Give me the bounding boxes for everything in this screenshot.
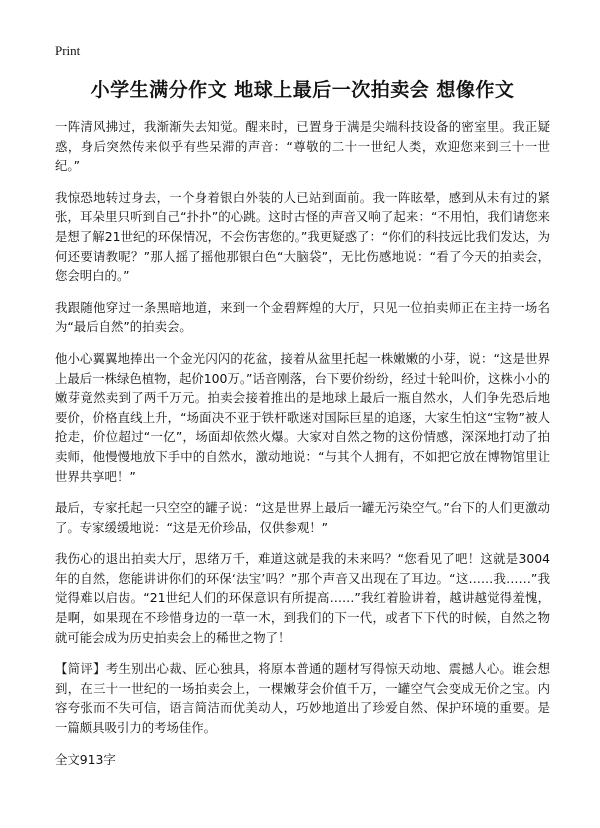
article-paragraph-1: 一阵清风拂过，我渐渐失去知觉。醒来时，已置身于满是尖端科技设备的密室里。我正疑惑，身后突然传来似乎有些呆滞的声音：“尊敬的二十一世纪人类，欢迎您来到三十一世纪。” (55, 119, 550, 174)
article-paragraph-5: 最后，专家托起一只空空的罐子说：“这是世界上最后一罐无污染空气。”台下的人们更激动了。专家缓缓地说：“这是无价珍品，仅供参观！” (55, 500, 550, 535)
article-paragraph-3: 我跟随他穿过一条黑暗地道，来到一个金碧辉煌的大厅，只见一位拍卖师正在主持一场名为“最后自然”的拍卖会。 (55, 299, 550, 335)
article-paragraph-2: 我惊恐地转过身去，一个身着银白外装的人已站到面前。我一阵眩晕，感到从未有过的紧张，耳朵里只听到自己“扑扑”的心跳。这时古怪的声音又响了起来：“不用怕，我们请您来是想了解21世纪的环保情况，不会伤害您的。”我更疑惑了：“你们的科技远比我们发达，为何还要请教呢？”那人摇了摇他那银白色“大脑袋”，无比伤感地说：“看了今天的拍卖会，您会明白的。” (55, 189, 550, 284)
article-paragraph-6: 我伤心的退出拍卖大厅，思绪万千，难道这就是我的未来吗？“您看见了吧！这就是3004年的自然，您能讲讲你们的环保‘法宝’吗？”那个声音又出现在了耳边。“这……我……”我觉得难以启齿。“21世纪人们的环保意识有所提高……”我红着脸讲着，越讲越觉得羞愧，是啊，如果现在不珍惜身边的一草一木，到我们的下一代，或者下下代的时候，自然之物就可能会成为历史拍卖会上的稀世之物了！ (55, 551, 550, 645)
word-count: 全文913字 (55, 751, 116, 767)
comment-paragraph (55, 659, 550, 737)
article-paragraph-4: 他小心翼翼地捧出一个金光闪闪的花盆，接着从盆里托起一株嫩嫩的小芽，说：“这是世界上最后一株绿色植物，起价100万。”话音刚落，台下要价纷纷，经过十轮叫价，这株小小的嫩芽竟然卖到了两千万元。拍卖会接着推出的是地球上最后一瓶自然水，人们争先恐后地要价，价格直线上升，“场面决不亚于铁杆歌迷对国际巨星的追逐，大家生怕这“宝物”被人抢走，价位超过“一亿”，场面却依然火爆。大家对自然之物的这份情感，深深地打动了拍卖师，他慢慢地放下手中的自然水，激动地说：“与其个人拥有，不如把它放在博物馆里让世界共享吧！” (55, 350, 550, 484)
article-title: 小学生满分作文 地球上最后一次拍卖会 想像作文 (90, 79, 515, 101)
comment-label: 【简评】 (55, 661, 106, 677)
print-link[interactable]: Print (55, 43, 81, 58)
article-body (55, 117, 550, 738)
comment-text: 考生别出心裁、匠心独具，将原本普通的题材写得惊天动地、震撼人心。谁会想到，在三十一世纪的一场拍卖会上，一棵嫩芽会价值千万，一罐空气会变成无价之宝。内容夸张而不失可信，语言简洁而优美动人，巧妙地道出了珍爱自然、保护环境的重要。是一篇颇具吸引力的考场佳作。 (55, 661, 551, 736)
document-page (55, 40, 550, 769)
